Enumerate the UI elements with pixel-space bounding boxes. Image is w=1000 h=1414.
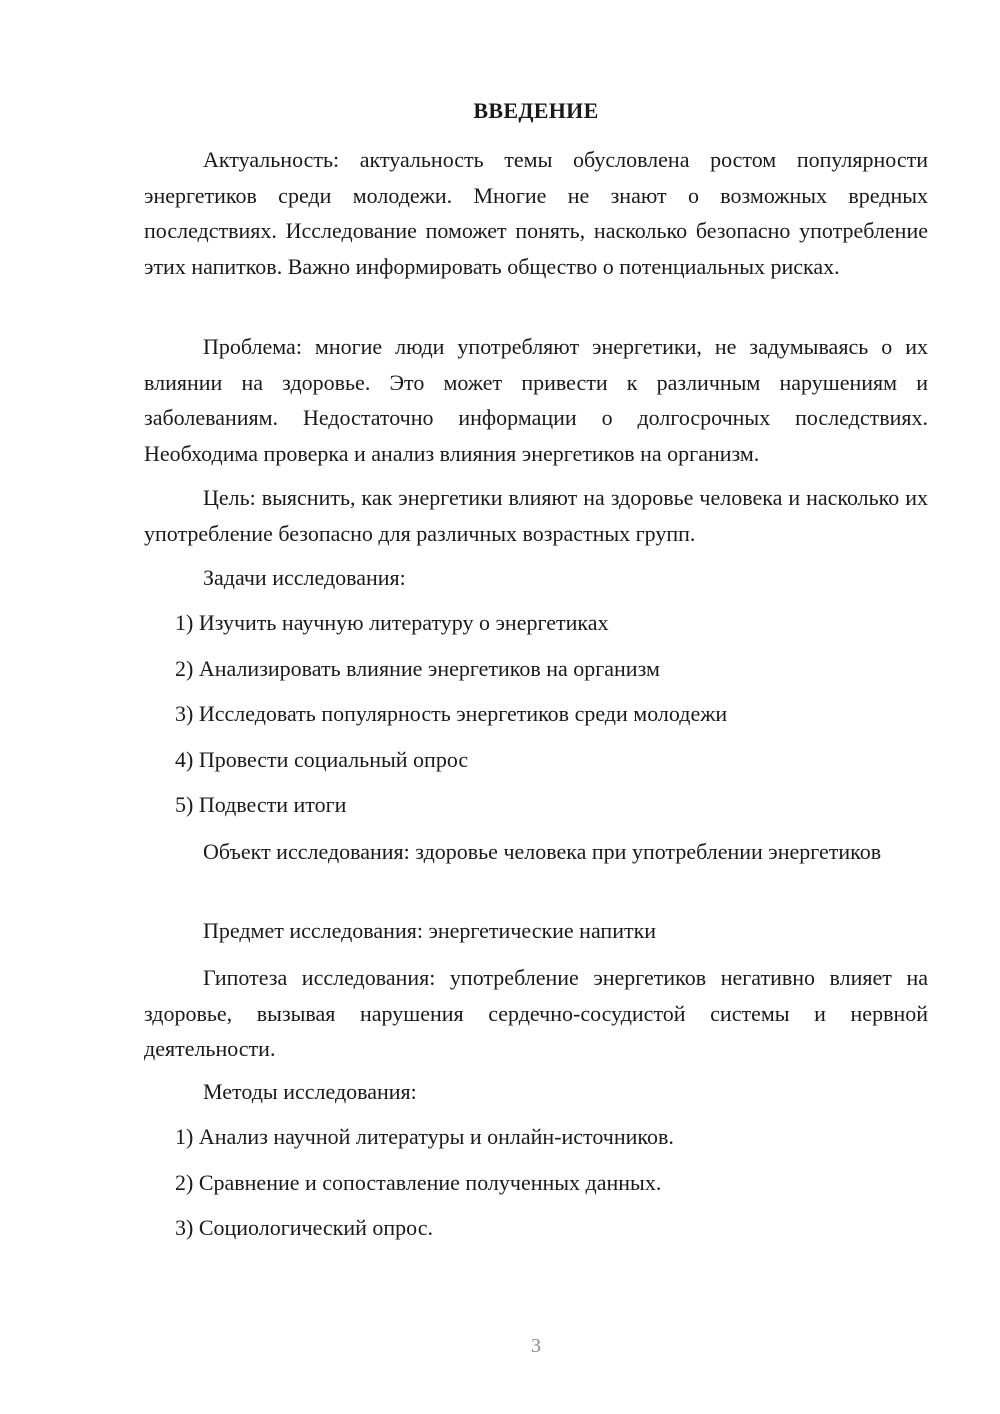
task-item: 5) Подвести итоги <box>175 792 347 817</box>
method-item: 1) Анализ научной литературы и онлайн-источников. <box>175 1124 674 1149</box>
method-item: 2) Сравнение и сопоставление полученных данных. <box>175 1170 662 1195</box>
hypothesis-paragraph: Гипотеза исследования: употребление энергетиков негативно влияет на здоровье, вызывая нарушения сердечно-сосудистой системы и нервной деятельности. <box>144 965 928 1061</box>
object-paragraph: Объект исследования: здоровье человека при употреблении энергетиков <box>203 839 882 864</box>
page-title: ВВЕДЕНИЕ <box>473 98 599 123</box>
method-item: 3) Социологический опрос. <box>175 1215 433 1240</box>
task-item: 1) Изучить научную литературу о энергетиках <box>175 610 609 635</box>
task-item: 2) Анализировать влияние энергетиков на организм <box>175 656 660 681</box>
task-item: 4) Провести социальный опрос <box>175 747 469 772</box>
subject-line: Предмет исследования: энергетические напитки <box>203 918 657 943</box>
goal-paragraph: Цель: выяснить, как энергетики влияют на здоровье человека и насколько их употребление безопасно для различных возрастных групп. <box>144 485 928 546</box>
methods-heading: Методы исследования: <box>203 1079 417 1104</box>
relevance-paragraph: Актуальность: актуальность темы обусловлена ростом популярности энергетиков среди молодежи. Многие не знают о возможных вредных последствиях. Исследование поможет понять, насколько безопасно употребление этих напитков. Важно информировать общество о потенциальных рисках. <box>144 147 928 279</box>
problem-paragraph: Проблема: многие люди употребляют энергетики, не задумываясь о их влиянии на здоровье. Это может привести к различным нарушениям и заболеваниям. Недостаточно информации о долгосрочных последствиях. Необходима проверка и анализ влияния энергетиков на организм. <box>144 334 928 466</box>
tasks-heading: Задачи исследования: <box>203 565 406 590</box>
page-number: 3 <box>531 1335 541 1357</box>
task-item: 3) Исследовать популярность энергетиков среди молодежи <box>175 701 728 726</box>
